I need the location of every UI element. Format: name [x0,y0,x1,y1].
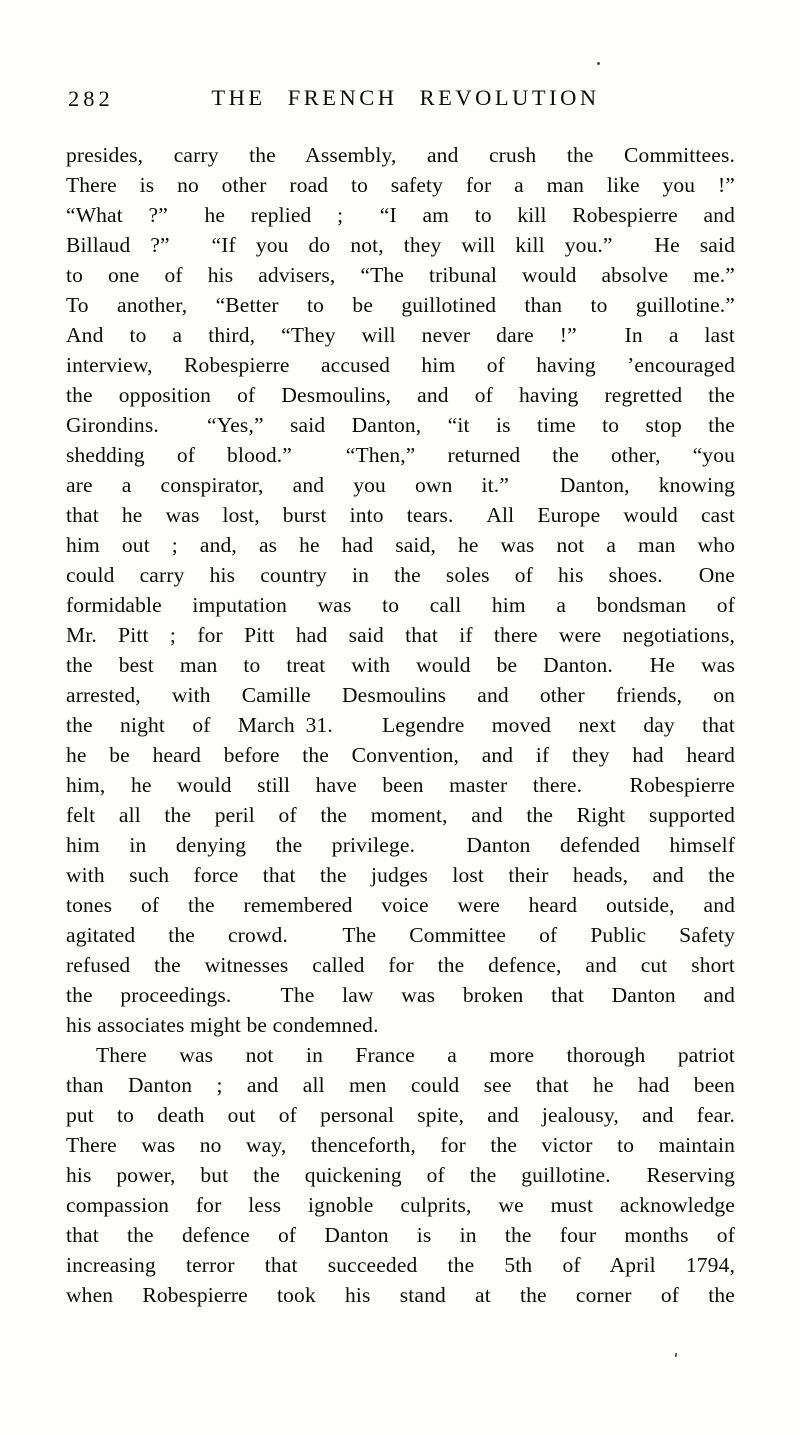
text-line: the night of March 31. Legendre moved next day that [66,713,735,737]
text-line: the opposition of Desmoulins, and of having regretted the [66,383,735,407]
text-line: with such force that the judges lost their heads, and the [66,863,735,887]
text-line: the best man to treat with would be Danton. He was [66,653,735,677]
text-line: him, he would still have been master there. Robespierre [66,773,735,797]
text-line: him out ; and, as he had said, he was not a man who [66,533,735,557]
text-line: to one of his advisers, “The tribunal would absolve me.” [66,263,735,287]
page-header [66,85,735,115]
scan-speck [675,1353,678,1357]
text-line: refused the witnesses called for the defence, and cut short [66,953,735,977]
text-line: when Robespierre took his stand at the corner of the [66,1283,735,1307]
text-line: formidable imputation was to call him a bondsman of [66,593,735,617]
text-line: shedding of blood.” “Then,” returned the other, “you [66,443,735,467]
text-line: Mr. Pitt ; for Pitt had said that if there were negotiations, [66,623,735,647]
text-line: his associates might be condemned. [66,1013,379,1037]
text-line: compassion for less ignoble culprits, we must acknowledge [66,1193,735,1217]
text-line: his power, but the quickening of the guillotine. Reserving [66,1163,735,1187]
text-line: him in denying the privilege. Danton defended himself [66,833,735,857]
text-line: There was not in France a more thorough patriot [96,1043,735,1067]
text-line: could carry his country in the soles of his shoes. One [66,563,735,587]
text-line: arrested, with Camille Desmoulins and other friends, on [66,683,735,707]
text-line: that the defence of Danton is in the four months of [66,1223,735,1247]
text-line: than Danton ; and all men could see that he had been [66,1073,735,1097]
text-line: “What ?” he replied ; “I am to kill Robespierre and [66,203,735,227]
body-text [66,140,735,1310]
text-line: There was no way, thenceforth, for the victor to maintain [66,1133,735,1157]
text-line: are a conspirator, and you own it.” Danton, knowing [66,473,735,497]
text-line: increasing terror that succeeded the 5th of April 1794, [66,1253,735,1277]
running-title: THE FRENCH REVOLUTION [211,85,600,110]
text-line: interview, Robespierre accused him of having ’encouraged [66,353,735,377]
text-line: that he was lost, burst into tears. All Europe would cast [66,503,735,527]
text-line: And to a third, “They will never dare !” In a last [66,323,735,347]
text-line: he be heard before the Convention, and if they had heard [66,743,735,767]
text-line: the proceedings. The law was broken that Danton and [66,983,735,1007]
text-line: agitated the crowd. The Committee of Public Safety [66,923,735,947]
scan-speck [597,62,600,65]
page-number: 282 [68,86,114,111]
text-line: Billaud ?” “If you do not, they will kill you.” He said [66,233,735,257]
text-line: presides, carry the Assembly, and crush the Committees. [66,143,735,167]
text-line: put to death out of personal spite, and jealousy, and fear. [66,1103,735,1127]
text-line: tones of the remembered voice were heard outside, and [66,893,735,917]
text-line: To another, “Better to be guillotined than to guillotine.” [66,293,735,317]
text-line: felt all the peril of the moment, and the Right supported [66,803,735,827]
text-line: There is no other road to safety for a man like you !” [66,173,735,197]
text-line: Girondins. “Yes,” said Danton, “it is time to stop the [66,413,735,437]
